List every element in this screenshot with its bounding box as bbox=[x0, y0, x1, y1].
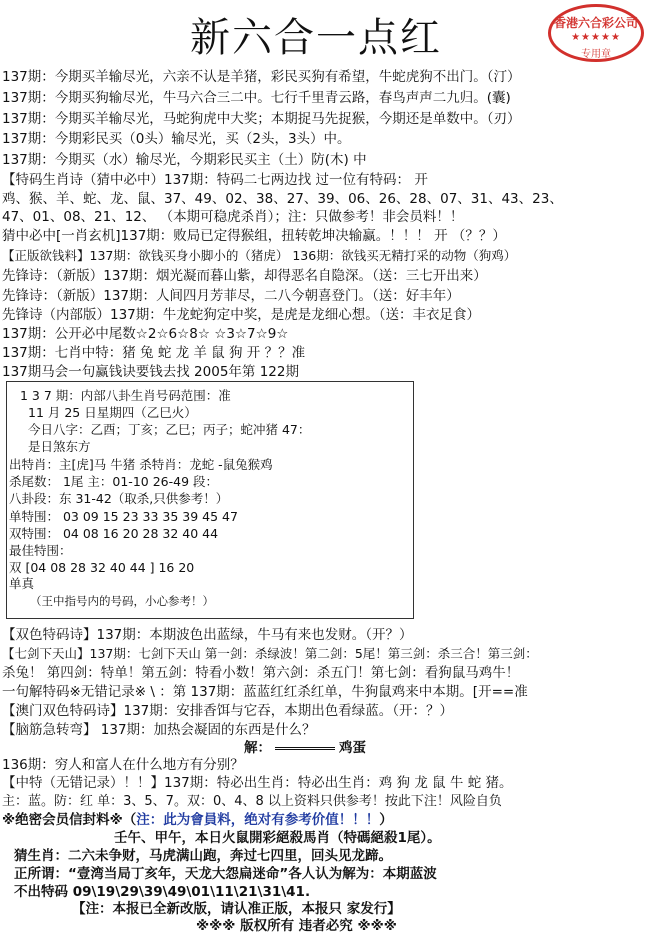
box-line: 杀尾数： 1尾 主：01-10 26-49 段： bbox=[9, 474, 218, 489]
seal-top-text: 香港六合彩公司 bbox=[553, 16, 638, 30]
text-line: 137期马会一句赢钱诀要钱去找 2005年第 122期 bbox=[2, 364, 299, 380]
box-line: 是日煞东方 bbox=[28, 439, 91, 454]
riddle-answer bbox=[244, 739, 366, 757]
text-line: 137期：公开必中尾数☆2☆6☆8☆ ☆3☆7☆9☆ bbox=[2, 326, 289, 342]
footer-notice: 【注：本报已全新改版，请认准正版，本报只 家发行】 bbox=[72, 901, 401, 917]
text-line: 猜中必中[一肖玄机]137期：败局已定得猴组，扭转乾坤决输赢。！！！ 开 （？？） bbox=[2, 228, 506, 244]
text-line: 壬午、甲午，本日火鼠開彩絕殺馬肖（特碼絕殺1尾）。 bbox=[114, 830, 441, 846]
answer-value: 鸡蛋 bbox=[339, 740, 366, 756]
seal-bottom-text: 专用章 bbox=[581, 49, 611, 60]
member-prefix: ※绝密会员信封料※（ bbox=[2, 812, 137, 828]
box-line: 今日八字：乙酉；丁亥；乙巳；丙子；蛇冲猪 47： bbox=[28, 422, 311, 437]
text-line: 杀兔！ 第四剑：特单！第五剑：特看小数！第六剑：杀五门！第七剑：看狗鼠马鸡牛！ bbox=[2, 665, 520, 681]
box-line: （王中指号内的号码，小心参考！） bbox=[30, 594, 214, 608]
text-line: 【正版欲钱料】137期：欲钱买身小脚小的（猪虎） 136期：欲钱买无精打采的动物（狗鸡） bbox=[2, 248, 517, 263]
text-line: 先锋诗（内部版）137期：牛龙蛇狗定中奖，是虎是龙细心想。（送：丰衣足食） bbox=[2, 307, 481, 323]
double-rule bbox=[275, 747, 335, 750]
text-line: 137期：今期买（水）输尽光，今期彩民买主（土）防(木) 中 bbox=[2, 152, 367, 168]
text-line: 鸡、猴、羊、蛇、龙、鼠、37、49、02、38、27、39、06、26、28、07、31、43、23、 bbox=[2, 191, 563, 207]
box-line: 1 3 7 期：内部八卦生肖号码范围：准 bbox=[20, 388, 231, 403]
text-line: 137期：今期彩民买（0头）输尽光，买（2头，3头）中。 bbox=[2, 131, 351, 147]
box-line: 11 月 25 日星期四（乙巳火） bbox=[28, 405, 197, 420]
text-line: 136期：穷人和富人在什么地方有分别？ bbox=[2, 757, 244, 773]
answer-label: 解： bbox=[244, 740, 271, 756]
member-line bbox=[2, 811, 393, 829]
text-line: 137期：今期买羊输尽光，马蛇狗虎中大奖；本期捉马先捉猴，今期还是单数中。（刃） bbox=[2, 111, 521, 127]
text-line: 137期：今期买羊输尽光，六亲不认是羊猪，彩民买狗有希望，牛蛇虎狗不出门。（汀） bbox=[2, 69, 521, 85]
text-line: 正所谓：“壹湾当局丁亥年，天龙大怨扁迷命”各人认为解为：本期蓝波 bbox=[14, 866, 437, 882]
text-line: 【双色特码诗】137期：本期波色出蓝绿，牛马有来也发财。（开？） bbox=[2, 627, 413, 643]
box-line: 单特围： 03 09 15 23 33 35 39 45 47 bbox=[9, 509, 238, 524]
company-seal bbox=[548, 4, 644, 62]
box-line: 八卦段：东 31-42（取杀,只供参考！） bbox=[9, 491, 229, 506]
text-line: 一句解特码※无错记录※ \ ：第 137期：蓝蓝红红杀红单，牛狗鼠鸡来中本期。[开==准 bbox=[2, 684, 528, 700]
member-suffix: ） bbox=[379, 812, 393, 828]
footer-copyright: ※※※ 版权所有 违者必究 ※※※ bbox=[196, 918, 397, 934]
text-line: 【脑筋急转弯】 137期：加热会凝固的东西是什么？ bbox=[2, 722, 316, 738]
text-line: 【特码生肖诗（猜中必中）137期：特码二七两边找 过一位有特码： 开 bbox=[2, 172, 428, 188]
box-line: 单真 bbox=[9, 576, 35, 591]
text-line: 137期：七肖中特：猪 兔 蛇 龙 羊 鼠 狗 开 ？？准 bbox=[2, 345, 306, 361]
text-line: 【澳门双色特码诗】137期：安排香饵与它吞，本期出色看绿蓝。（开：？） bbox=[2, 703, 454, 719]
text-line: 先锋诗：（新版）137期：人间四月芳菲尽，二八今朝喜登门。（送：好丰年） bbox=[2, 288, 460, 304]
text-line: 【中特（无错记录）！！】137期：特必出生肖：特必出生肖：鸡 狗 龙 鼠 牛 蛇 猪。 bbox=[2, 775, 513, 791]
box-line: 双 [04 08 28 32 40 44 ] 16 20 bbox=[9, 560, 195, 575]
member-note: 注：此为會員料，绝对有参考价值！！！ bbox=[136, 812, 380, 828]
text-line: 【七剑下天山】137期：七剑下天山 第一剑：杀绿波！第二剑：5尾！第三剑：杀三合！第三剑： bbox=[2, 646, 538, 661]
seal-stars: ★★★★★ bbox=[571, 32, 621, 43]
text-line: 不出特码 09\19\29\39\49\01\11\21\31\41. bbox=[14, 884, 311, 900]
text-line: 主：蓝。防：红 单：3、5、7。双：0、4、8 以上资料只供参考！按此下注！风险自负 bbox=[2, 794, 502, 809]
text-line: 先锋诗：（新版）137期：烟光凝而暮山紫，却得恶名自隐深。（送：三七开出来） bbox=[2, 268, 487, 284]
text-line: 猜生肖：二六未争财，马虎满山跑，奔过七四里，回头见龙蹄。 bbox=[14, 848, 392, 864]
box-line: 出特肖：主[虎]马 牛猪 杀特肖：龙蛇 -鼠兔猴鸡 bbox=[9, 457, 273, 472]
text-line: 47、01、08、21、12、 （本期可稳虎杀肖）；注：只做参考！非会员料！！ bbox=[2, 209, 464, 225]
page-title: 新六合一点红 bbox=[190, 15, 442, 61]
box-line: 双特围： 04 08 16 20 28 32 40 44 bbox=[9, 526, 219, 541]
box-line: 最佳特围： bbox=[9, 543, 72, 558]
text-line: 137期：今期买狗输尽光，牛马六合三二中。七行千里青云路，春鸟声声二九归。(囊) bbox=[2, 90, 511, 106]
